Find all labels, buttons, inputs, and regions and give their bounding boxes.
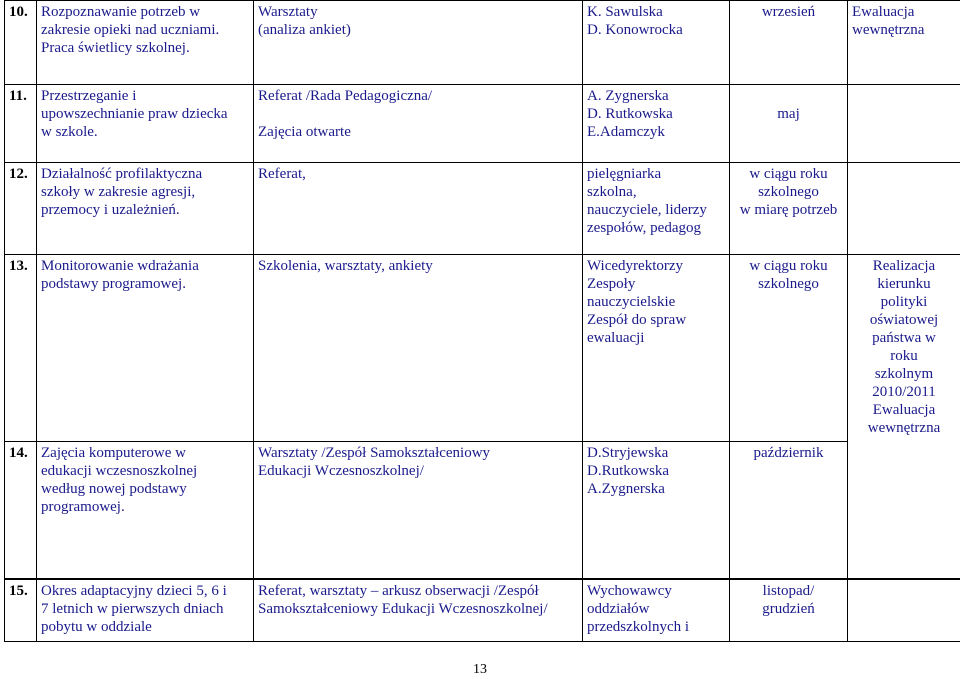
evaluation-cell: Ewaluacja wewnętrzna — [848, 1, 960, 85]
task-cell: Zajęcia komputerowe w edukacji wczesnoszkolnej według nowej podstawy programowej. — [37, 442, 254, 579]
row-number: 15. — [5, 580, 37, 642]
responsible-cell: K. Sawulska D. Konowrocka — [583, 1, 730, 85]
plan-table-continued — [4, 579, 960, 642]
date-cell: październik — [730, 442, 848, 579]
evaluation-cell — [848, 85, 960, 163]
page-number: 13 — [473, 662, 487, 677]
form-cell: Warsztaty /Zespół Samokształceniowy Edukacji Wczesnoszkolnej/ — [254, 442, 583, 579]
responsible-cell: A. Zygnerska D. Rutkowska E.Adamczyk — [583, 85, 730, 163]
date-cell: listopad/ grudzień — [730, 580, 848, 642]
row-number: 13. — [5, 255, 37, 442]
date-cell: maj — [730, 85, 848, 163]
plan-table — [4, 0, 960, 579]
task-cell: Przestrzeganie i upowszechnianie praw dziecka w szkole. — [37, 85, 254, 163]
form-cell: Referat /Rada Pedagogiczna/ Zajęcia otwarte — [254, 85, 583, 163]
date-cell: w ciągu roku szkolnego w miarę potrzeb — [730, 163, 848, 255]
table-row — [5, 1, 960, 85]
evaluation-cell — [848, 580, 960, 642]
responsible-cell: D.Stryjewska D.Rutkowska A.Zygnerska — [583, 442, 730, 579]
row-number: 12. — [5, 163, 37, 255]
task-cell: Działalność profilaktyczna szkoły w zakresie agresji, przemocy i uzależnień. — [37, 163, 254, 255]
form-cell: Warsztaty (analiza ankiet) — [254, 1, 583, 85]
row-number: 11. — [5, 85, 37, 163]
responsible-cell: Wicedyrektorzy Zespoły nauczycielskie Zespół do spraw ewaluacji — [583, 255, 730, 442]
table-row — [5, 85, 960, 163]
task-cell: Rozpoznawanie potrzeb w zakresie opieki nad uczniami. Praca świetlicy szkolnej. — [37, 1, 254, 85]
form-cell: Szkolenia, warsztaty, ankiety — [254, 255, 583, 442]
table-row — [5, 580, 960, 642]
task-cell: Okres adaptacyjny dzieci 5, 6 i 7 letnich w pierwszych dniach pobytu w oddziale — [37, 580, 254, 642]
form-cell: Referat, warsztaty – arkusz obserwacji /Zespół Samokształceniowy Edukacji Wczesnoszkolnej/ — [254, 580, 583, 642]
date-cell: w ciągu roku szkolnego — [730, 255, 848, 442]
task-cell: Monitorowanie wdrażania podstawy programowej. — [37, 255, 254, 442]
table-row — [5, 255, 960, 442]
row-number: 10. — [5, 1, 37, 85]
table-row — [5, 442, 960, 579]
row-number: 14. — [5, 442, 37, 579]
responsible-cell: pielęgniarka szkolna, nauczyciele, liderzy zespołów, pedagog — [583, 163, 730, 255]
table-row — [5, 163, 960, 255]
evaluation-cell: Realizacja kierunku polityki oświatowej państwa w roku szkolnym 2010/2011 Ewaluacja wewnętrzna — [848, 255, 960, 579]
responsible-cell: Wychowawcy oddziałów przedszkolnych i — [583, 580, 730, 642]
evaluation-cell — [848, 163, 960, 255]
date-cell: wrzesień — [730, 1, 848, 85]
form-cell: Referat, — [254, 163, 583, 255]
